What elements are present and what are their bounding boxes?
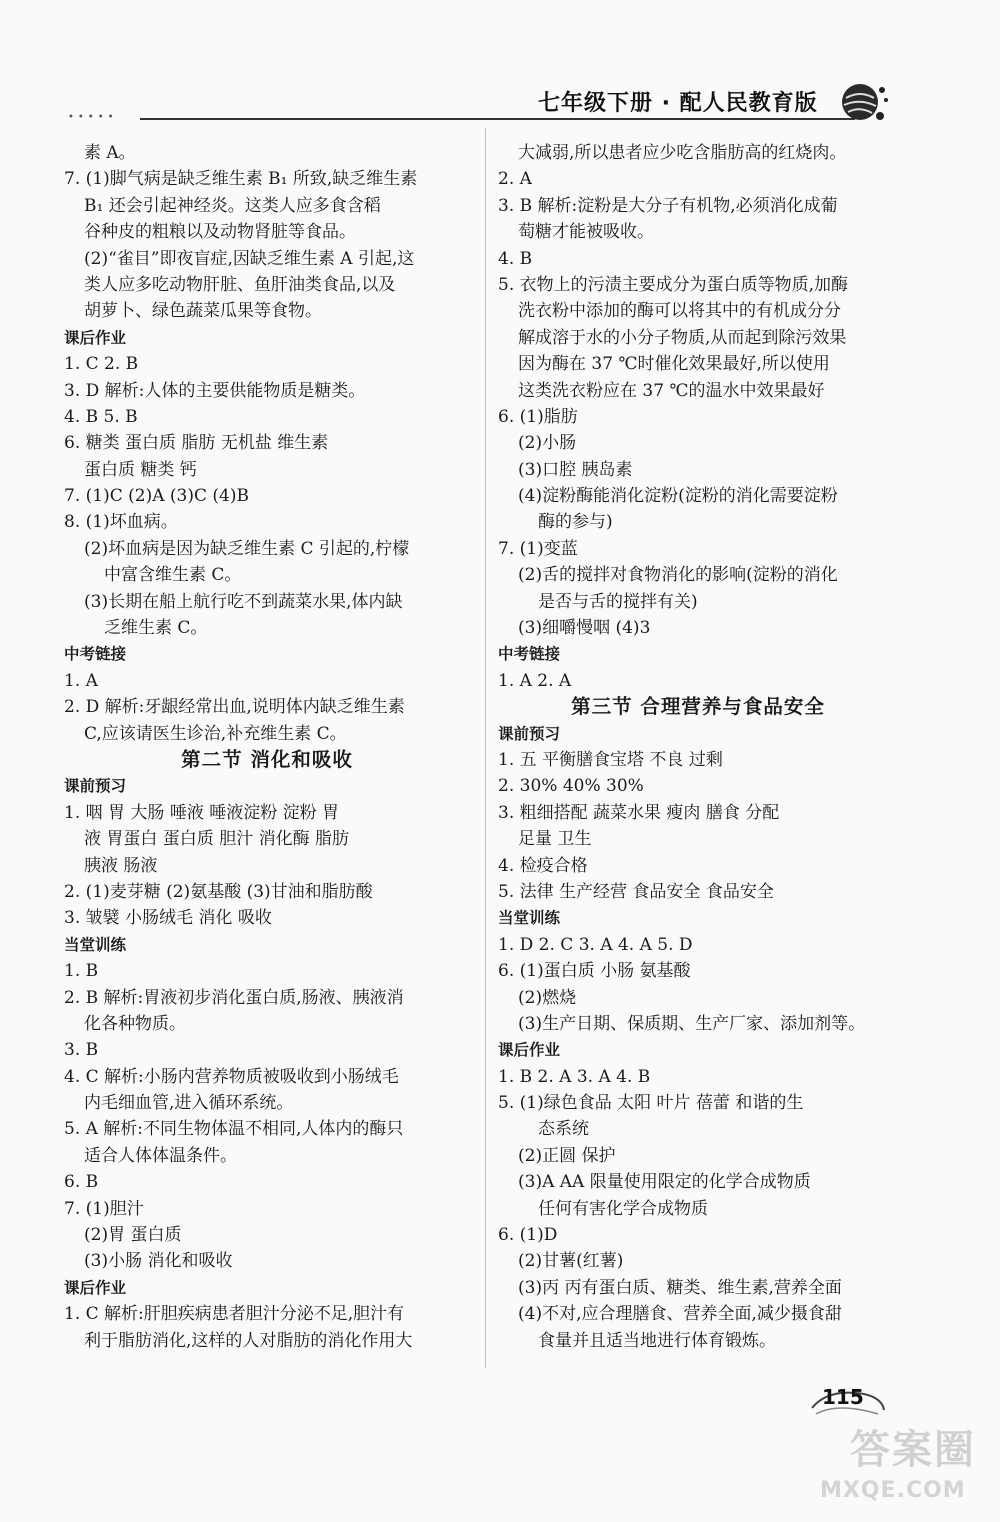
answer-line: (3)口腔 胰岛素 xyxy=(518,459,633,480)
answer-line: 4. B 5. B xyxy=(64,406,138,427)
subsection-heading: 中考链接 xyxy=(498,645,561,664)
answer-line: 解成溶于水的小分子物质,从而起到除污效果 xyxy=(518,327,847,348)
answer-line: 6. 糖类 蛋白质 脂肪 无机盐 维生素 xyxy=(64,433,329,454)
answer-line: 7. (1)C (2)A (3)C (4)B xyxy=(64,486,249,507)
answer-line: 利于脂肪消化,这样的人对脂肪的消化作用大 xyxy=(84,1330,413,1351)
answer-line: 2. A xyxy=(498,169,532,190)
answer-line: (2)坏血病是因为缺乏维生素 C 引起的,柠檬 xyxy=(84,538,410,559)
answer-line: 类人应多吃动物肝脏、鱼肝油类食品,以及 xyxy=(84,274,396,295)
subsection-heading: 课后作业 xyxy=(64,1278,127,1297)
answer-line: 6. B xyxy=(64,1172,99,1193)
answer-line: 内毛细血管,进入循环系统。 xyxy=(84,1093,294,1114)
answer-line: B₁ 还会引起神经炎。这类人应多食含稻 xyxy=(84,195,381,216)
answer-line: 8. (1)坏血病。 xyxy=(64,512,178,533)
answer-line: 因为酶在 37 ℃时催化效果最好,所以使用 xyxy=(518,354,830,375)
section-title: 第二节 消化和吸收 xyxy=(181,747,353,771)
answer-line: (3)长期在船上航行吃不到蔬菜水果,体内缺 xyxy=(84,591,403,612)
answer-line: (3)A AA 限量使用限定的化学合成物质 xyxy=(518,1172,811,1193)
answer-line: 1. A 2. A xyxy=(498,670,572,691)
answer-line: 蛋白质 糖类 钙 xyxy=(84,459,197,480)
answer-line: (3)小肠 消化和吸收 xyxy=(84,1251,233,1272)
answer-line: (2)“雀目”即夜盲症,因缺乏维生素 A 引起,这 xyxy=(84,248,415,269)
answer-line: 1. 咽 胃 大肠 唾液 唾液淀粉 淀粉 胃 xyxy=(64,802,340,823)
answer-line: 3. B 解析:淀粉是大分子有机物,必须消化成葡 xyxy=(498,195,838,216)
answer-line: (4)不对,应合理膳食、营养全面,减少摄食甜 xyxy=(518,1304,842,1325)
answer-line: 这类洗衣粉应在 37 ℃的温水中效果最好 xyxy=(518,380,825,401)
answer-line: 2. 30% 40% 30% xyxy=(498,776,644,797)
answer-line: 1. C 解析:肝胆疾病患者胆汁分泌不足,胆汁有 xyxy=(64,1304,405,1325)
answer-line: 3. 皱襞 小肠绒毛 消化 吸收 xyxy=(64,908,272,929)
answer-line: 食量并且适当地进行体育锻炼。 xyxy=(538,1330,776,1351)
answer-line: 7. (1)脚气病是缺乏维生素 B₁ 所致,缺乏维生素 xyxy=(64,169,418,190)
answer-line: 1. B 2. A 3. A 4. B xyxy=(498,1066,651,1087)
answer-line: 足量 卫生 xyxy=(518,829,592,850)
answer-line: 液 胃蛋白 蛋白质 胆汁 消化酶 脂肪 xyxy=(84,829,350,850)
answer-line: (3)丙 丙有蛋白质、糖类、维生素,营养全面 xyxy=(518,1277,842,1298)
answer-line: 任何有害化学合成物质 xyxy=(538,1198,708,1219)
answer-line: 4. B xyxy=(498,248,533,269)
answer-line: (2)甘薯(红薯) xyxy=(518,1251,624,1272)
answer-line: 素 A。 xyxy=(84,143,136,163)
answer-line: (2)燃烧 xyxy=(518,987,577,1008)
answer-line: 3. 粗细搭配 蔬菜水果 瘦肉 膳食 分配 xyxy=(498,802,780,823)
answer-line: 2. (1)麦芽糖 (2)氨基酸 (3)甘油和脂肪酸 xyxy=(64,881,373,902)
answer-line: 1. A xyxy=(64,670,98,691)
subsection-heading: 当堂训练 xyxy=(64,935,127,954)
answer-line: 2. D 解析:牙龈经常出血,说明体内缺乏维生素 xyxy=(64,697,405,718)
answer-line: (2)小肠 xyxy=(518,433,577,454)
answer-line: 4. 检疫合格 xyxy=(498,855,588,876)
answer-line: 5. A 解析:不同生物体温不相同,人体内的酶只 xyxy=(64,1119,404,1140)
answer-line: 适合人体体温条件。 xyxy=(84,1145,237,1166)
answer-line: 6. (1)脂肪 xyxy=(498,406,578,427)
right-column xyxy=(498,140,898,1354)
answer-line: 3. D 解析:人体的主要供能物质是糖类。 xyxy=(64,380,366,401)
answer-line: (2)胃 蛋白质 xyxy=(84,1225,182,1246)
answer-line: 6. (1)蛋白质 小肠 氨基酸 xyxy=(498,961,691,982)
answer-line: (3)生产日期、保质期、生产厂家、添加剂等。 xyxy=(518,1013,866,1034)
answer-line: C,应该请医生诊治,补充维生素 C。 xyxy=(84,723,347,744)
subsection-heading: 课前预习 xyxy=(498,724,561,743)
answer-line: 态系统 xyxy=(538,1119,589,1140)
answer-line: 4. C 解析:小肠内营养物质被吸收到小肠绒毛 xyxy=(64,1066,399,1087)
column-divider xyxy=(485,128,486,1368)
answer-line: 酶的参与) xyxy=(538,512,613,533)
answer-line: 2. B 解析:胃液初步消化蛋白质,肠液、胰液消 xyxy=(64,987,404,1008)
header-rule xyxy=(140,118,855,120)
page-number: 115 xyxy=(822,1385,864,1409)
answer-line: 谷种皮的粗粮以及动物肾脏等食品。 xyxy=(84,222,356,243)
answer-line: 5. 法律 生产经营 食品安全 食品安全 xyxy=(498,881,774,902)
subsection-heading: 中考链接 xyxy=(64,645,127,664)
answer-line: 大减弱,所以患者应少吃含脂肪高的红烧肉。 xyxy=(518,143,847,163)
answer-line: 是否与舌的搅拌有关) xyxy=(538,591,698,612)
answer-line: 化各种物质。 xyxy=(84,1013,186,1034)
page-header xyxy=(0,0,1000,140)
answer-line: 1. C 2. B xyxy=(64,354,139,375)
answer-line: 1. 五 平衡膳食宝塔 不良 过剩 xyxy=(498,749,723,770)
answer-line: 7. (1)胆汁 xyxy=(64,1198,144,1219)
answer-line: 1. B xyxy=(64,961,99,982)
answer-line: 胰液 肠液 xyxy=(84,855,158,876)
header-dots: ••••• xyxy=(68,112,118,123)
answer-line: 5. (1)绿色食品 太阳 叶片 蓓蕾 和谐的生 xyxy=(498,1093,804,1114)
answer-line: 中富含维生素 C。 xyxy=(104,565,242,586)
answer-line: (3)细嚼慢咽 (4)3 xyxy=(518,618,651,639)
answer-line: 萄糖才能被吸收。 xyxy=(518,222,654,243)
answer-line: 胡萝卜、绿色蔬菜瓜果等食物。 xyxy=(84,301,322,322)
answer-line: 乏维生素 C。 xyxy=(104,618,208,639)
subsection-heading: 课后作业 xyxy=(64,328,127,347)
watermark-url: MXQE.COM xyxy=(820,1478,966,1503)
subsection-heading: 课后作业 xyxy=(498,1041,561,1060)
answer-line: 6. (1)D xyxy=(498,1225,558,1246)
answer-line: (4)淀粉酶能消化淀粉(淀粉的消化需要淀粉 xyxy=(518,486,838,507)
globe-logo-icon xyxy=(838,78,890,124)
answer-line: 3. B xyxy=(64,1040,99,1061)
section-title: 第三节 合理营养与食品安全 xyxy=(571,695,825,719)
left-column xyxy=(64,140,470,1354)
subsection-heading: 当堂训练 xyxy=(498,909,561,928)
answer-line: (2)正圆 保护 xyxy=(518,1145,616,1166)
answer-line: 7. (1)变蓝 xyxy=(498,538,578,559)
answer-line: 1. D 2. C 3. A 4. A 5. D xyxy=(498,934,693,955)
answer-line: (2)舌的搅拌对食物消化的影响(淀粉的消化 xyxy=(518,565,838,586)
answer-line: 洗衣粉中添加的酶可以将其中的有机成分分 xyxy=(518,301,841,322)
subsection-heading: 课前预习 xyxy=(64,777,127,796)
header-title: 七年级下册 · 配人民教育版 xyxy=(538,91,818,116)
answer-line: 5. 衣物上的污渍主要成分为蛋白质等物质,加酶 xyxy=(498,274,849,295)
watermark: 答案圈 xyxy=(850,1427,976,1473)
